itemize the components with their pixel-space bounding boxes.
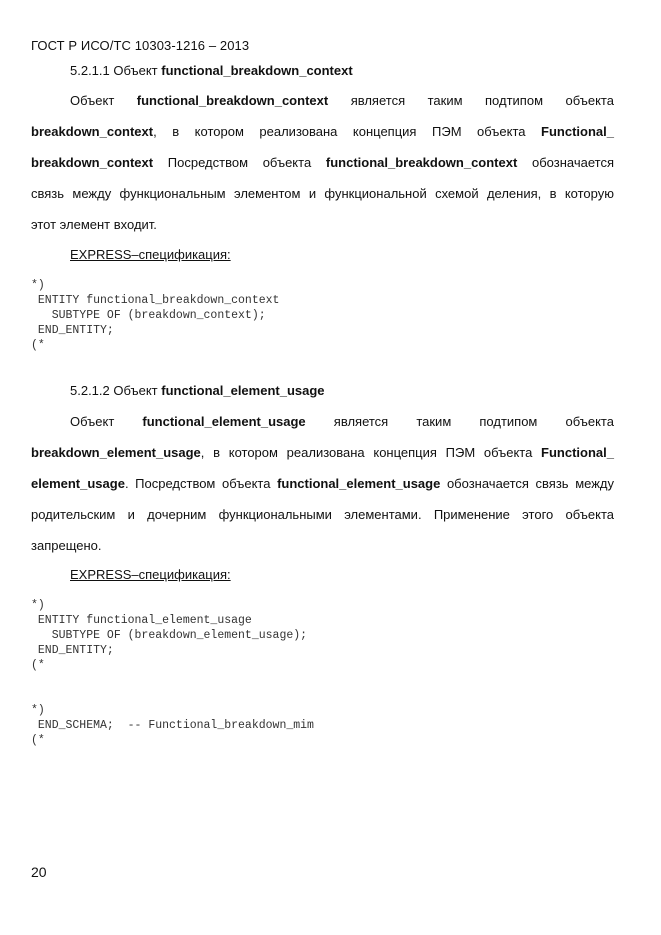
heading-prefix: 5.2.1.1 Объект bbox=[70, 63, 162, 78]
page-number: 20 bbox=[31, 864, 47, 880]
paragraph-line: родительским и дочерним функциональными элементами. Применение этого объекта bbox=[31, 507, 614, 522]
paragraph-line: связь между функциональным элементом и функциональной схемой деления, в которую bbox=[31, 186, 614, 201]
express-spec-label: EXPRESS–спецификация: bbox=[70, 567, 231, 582]
end-schema-code-block: *) END_SCHEMA; -- Functional_breakdown_mim (* bbox=[31, 704, 314, 747]
heading-entity-name: functional_breakdown_context bbox=[161, 63, 353, 78]
paragraph-line: breakdown_context Посредством объекта functional_breakdown_context обозначается bbox=[31, 155, 614, 170]
section-heading-1 bbox=[70, 63, 353, 78]
heading-prefix: 5.2.1.2 Объект bbox=[70, 383, 162, 398]
paragraph-line: этот элемент входит. bbox=[31, 217, 157, 232]
section-heading-2 bbox=[70, 383, 325, 398]
paragraph-line: Объект functional_element_usage является таким подтипом объекта bbox=[70, 414, 614, 429]
express-spec-label: EXPRESS–спецификация: bbox=[70, 247, 231, 262]
paragraph-line: Объект functional_breakdown_context является таким подтипом объекта bbox=[70, 93, 614, 108]
paragraph-line: breakdown_element_usage, в котором реализована концепция ПЭМ объекта Functional_ bbox=[31, 445, 614, 460]
document-header: ГОСТ Р ИСО/ТС 10303-1216 – 2013 bbox=[31, 38, 250, 53]
heading-entity-name: functional_element_usage bbox=[161, 383, 325, 398]
paragraph-line: breakdown_context, в котором реализована концепция ПЭМ объекта Functional_ bbox=[31, 124, 614, 139]
express-code-block: *) ENTITY functional_breakdown_context SUBTYPE OF (breakdown_context); END_ENTITY; (* bbox=[31, 279, 280, 352]
paragraph-line: запрещено. bbox=[31, 538, 102, 553]
express-code-block: *) ENTITY functional_element_usage SUBTYPE OF (breakdown_element_usage); END_ENTITY; (* bbox=[31, 599, 308, 672]
paragraph-line: element_usage. Посредством объекта functional_element_usage обозначается связь между bbox=[31, 476, 614, 491]
